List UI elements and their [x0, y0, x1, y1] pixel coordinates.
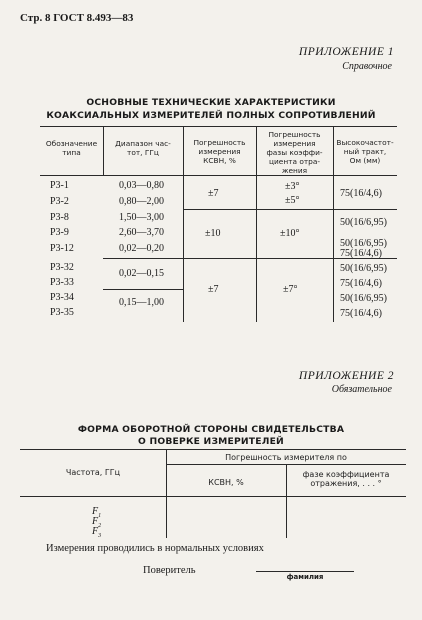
table-1-range: 0,80—2,00 [119, 196, 164, 207]
appendix-1-subtitle: Справочное [342, 61, 392, 72]
table-1-type: Р3-34 [50, 292, 74, 303]
table-1-tract: 50(16/6,95) [340, 217, 387, 228]
table-1-type: Р3-33 [50, 277, 74, 288]
form-title-line-1: ФОРМА ОБОРОТНОЙ СТОРОНЫ СВИДЕТЕЛЬСТВА [77, 424, 345, 435]
table-1-phase-error: ±5° [285, 195, 300, 206]
table-1-tract: 50(16/6,95) [340, 263, 387, 274]
table-1-vswr-error: ±10 [205, 228, 221, 239]
table-1-header-type: Обозначение типа [45, 139, 98, 157]
page-header: Стр. 8 ГОСТ 8.493—83 [20, 12, 134, 24]
table-1-phase-error: ±3° [285, 181, 300, 192]
form-row-f2: $F_2$ [92, 516, 102, 529]
table-1-top-rule [40, 126, 397, 127]
form-row-f1: $F_1$ [92, 506, 102, 519]
table-1-range: 2,60—3,70 [119, 227, 164, 238]
appendix-2-title: ПРИЛОЖЕНИЕ 2 [298, 370, 394, 382]
table-1-type: Р3-35 [50, 307, 74, 318]
form-header-vswr: КСВН, % [208, 478, 244, 487]
table-1-range: 0,02—0,15 [119, 268, 164, 279]
table-1-title-line-2: КОАКСИАЛЬНЫХ ИЗМЕРИТЕЛЕЙ ПОЛНЫХ СОПРОТИВЛЕНИЙ [46, 110, 376, 121]
table-1-range: 0,03—0,80 [119, 180, 164, 191]
table-1-header-tract: Высокочастот- ный тракт, Ом (мм) [336, 138, 394, 165]
form-header-error-group: Погрешность измерителя по [225, 453, 347, 462]
table-1-header-phase: Погрешность измерения фазы коэффи- циента отра- жения [266, 130, 323, 175]
table-1-phase-error: ±7° [283, 284, 298, 295]
table-1-range: 0,15—1,00 [119, 297, 164, 308]
table-1-tract: 75(16/4,6) [340, 248, 382, 259]
table-1-group-rule [103, 289, 183, 290]
form-top-rule [20, 449, 406, 450]
table-1-type: Р3-8 [50, 212, 69, 223]
appendix-2-subtitle: Обязательное [331, 384, 392, 395]
conditions-text: Измерения проводились в нормальных условиях [46, 543, 264, 554]
table-1-range: 0,02—0,20 [119, 243, 164, 254]
table-1-header-rule [40, 175, 397, 176]
table-1-tract: 50(16/6,95) [340, 238, 387, 249]
table-1-tract: 50(16/6,95) [340, 293, 387, 304]
form-header-rule [20, 496, 406, 497]
signature-line [256, 571, 354, 572]
form-title-line-2: О ПОВЕРКЕ ИЗМЕРИТЕЛЕЙ [138, 436, 284, 447]
table-1-title-line-1: ОСНОВНЫЕ ТЕХНИЧЕСКИЕ ХАРАКТЕРИСТИКИ [86, 97, 336, 108]
form-col-divider [166, 449, 167, 538]
table-1-tract: 75(16/4,6) [340, 278, 382, 289]
form-header-frequency: Частота, ГГц [65, 468, 121, 477]
table-1-header-vswr: Погрешность измерения КСВН, % [193, 138, 246, 165]
table-1-vswr-error: ±7 [208, 284, 219, 295]
table-1-phase-error: ±10° [280, 228, 300, 239]
table-1-tract: 75(16/4,6) [340, 308, 382, 319]
form-row-f3: $F_3$ [92, 526, 102, 539]
table-1-type: Р3-32 [50, 262, 74, 273]
verifier-label: Поверитель [143, 565, 196, 576]
form-header-phase: фазе коэффициента отражения, . . . ° [302, 470, 390, 488]
surname-label: фамилия [286, 573, 324, 581]
table-1-type: Р3-2 [50, 196, 69, 207]
table-1-vswr-error: ±7 [208, 188, 219, 199]
appendix-1-title: ПРИЛОЖЕНИЕ 1 [298, 46, 394, 58]
table-1-range: 1,50—3,00 [119, 212, 164, 223]
table-1-type: Р3-1 [50, 180, 69, 191]
table-1-header-range: Диапазон час- тот, ГГц [115, 139, 171, 157]
table-1-tract: 75(16/4,6) [340, 188, 382, 199]
table-1-type: Р3-12 [50, 243, 74, 254]
table-1-type: Р3-9 [50, 227, 69, 238]
table-1-group-rule [183, 209, 397, 210]
